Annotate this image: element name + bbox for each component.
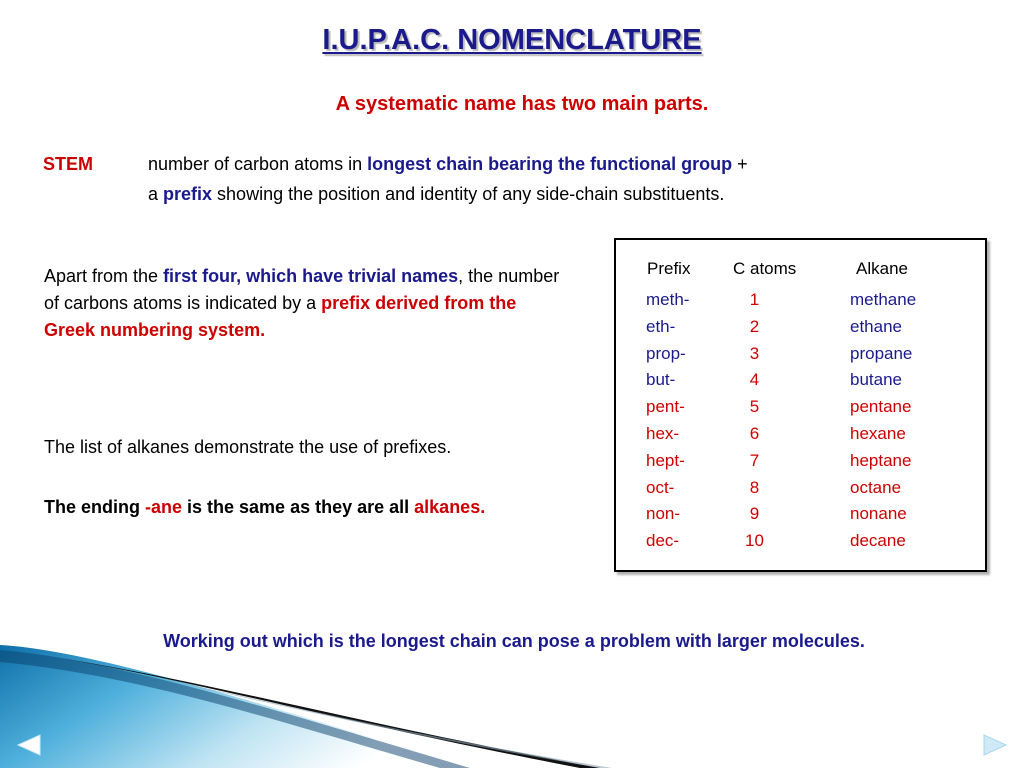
cell-prefix: hex- xyxy=(646,423,680,443)
cell-c-atoms: 7 xyxy=(749,450,760,470)
cell-alkane: butane xyxy=(850,370,902,390)
table-row xyxy=(616,528,985,555)
table-row xyxy=(616,394,985,421)
para1-highlight-blue: first four, which have trivial names xyxy=(163,266,459,286)
triangle-right-icon[interactable] xyxy=(982,734,1008,756)
stem-highlight: longest chain bearing the functional group xyxy=(367,154,733,174)
cell-alkane: pentane xyxy=(850,397,912,417)
cell-c-atoms: 2 xyxy=(749,316,760,336)
cell-prefix: prop- xyxy=(646,343,686,363)
cell-c-atoms: 6 xyxy=(749,423,760,443)
alkane-prefix-table xyxy=(614,238,987,572)
table-row xyxy=(616,501,985,528)
para1-text-c: , the number of carbons atoms is indicated by a xyxy=(44,266,560,313)
cell-prefix: eth- xyxy=(646,316,676,336)
triangle-left-icon[interactable] xyxy=(16,734,42,756)
cell-prefix: non- xyxy=(646,504,681,524)
cell-c-atoms: 8 xyxy=(749,477,760,497)
cell-alkane: decane xyxy=(850,531,906,551)
cell-alkane: hexane xyxy=(850,423,906,443)
table-row xyxy=(616,367,985,394)
table-row xyxy=(616,475,985,502)
para3-highlight-ane: -ane xyxy=(145,497,183,517)
para3-text-c: is the same as they are all xyxy=(182,497,415,517)
cell-prefix: oct- xyxy=(646,477,675,497)
para1-highlight-red: prefix derived from the Greek numbering system. xyxy=(44,293,517,340)
cell-prefix: but- xyxy=(646,370,676,390)
cell-prefix: meth- xyxy=(646,290,690,309)
prefix-text: a xyxy=(148,184,164,204)
cell-alkane: ethane xyxy=(850,316,902,336)
cell-c-atoms: 5 xyxy=(749,397,760,417)
table-row xyxy=(616,314,985,341)
cell-c-atoms: 9 xyxy=(749,504,760,524)
stem-label: STEM xyxy=(43,154,94,174)
header-alkane: Alkane xyxy=(856,259,908,278)
stem-plus: + xyxy=(732,154,748,174)
stem-description-line-2 xyxy=(148,184,724,205)
stem-text: number of carbon atoms in xyxy=(148,154,368,174)
page-title: I.U.P.A.C. NOMENCLATURE xyxy=(322,24,702,56)
cell-alkane: methane xyxy=(850,290,917,309)
cell-alkane: propane xyxy=(850,343,913,363)
cell-prefix: hept- xyxy=(646,450,685,470)
para1-text-a: Apart from the xyxy=(44,266,164,286)
cell-alkane: octane xyxy=(850,477,902,497)
table-rows xyxy=(616,287,985,555)
bottom-note: Working out which is the longest chain can pose a problem with larger molecules. xyxy=(163,631,865,651)
alkanes-list-paragraph: The list of alkanes demonstrate the use of prefixes. xyxy=(44,437,452,457)
table-row xyxy=(616,341,985,368)
table-row xyxy=(616,448,985,475)
stem-description-line-1 xyxy=(148,154,748,175)
trivial-names-paragraph xyxy=(44,263,564,344)
header-c-atoms: C atoms xyxy=(733,259,797,278)
ending-paragraph xyxy=(44,494,564,521)
cell-alkane: heptane xyxy=(850,450,912,470)
cell-alkane: nonane xyxy=(850,504,907,524)
prefix-description: showing the position and identity of any side-chain substituents. xyxy=(212,184,725,204)
cell-prefix: dec- xyxy=(646,531,680,551)
cell-prefix: pent- xyxy=(646,397,685,417)
prefix-highlight: prefix xyxy=(163,184,213,204)
header-prefix: Prefix xyxy=(647,259,691,278)
para3-text-a: The ending xyxy=(44,497,145,517)
cell-c-atoms: 3 xyxy=(749,343,760,363)
table-row xyxy=(616,287,985,314)
table-row xyxy=(616,421,985,448)
para3-highlight-alkanes: alkanes. xyxy=(414,497,486,517)
cell-c-atoms: 1 xyxy=(749,290,760,309)
cell-c-atoms: 4 xyxy=(749,370,760,390)
cell-c-atoms: 10 xyxy=(745,531,764,551)
subtitle: A systematic name has two main parts. xyxy=(335,93,709,115)
